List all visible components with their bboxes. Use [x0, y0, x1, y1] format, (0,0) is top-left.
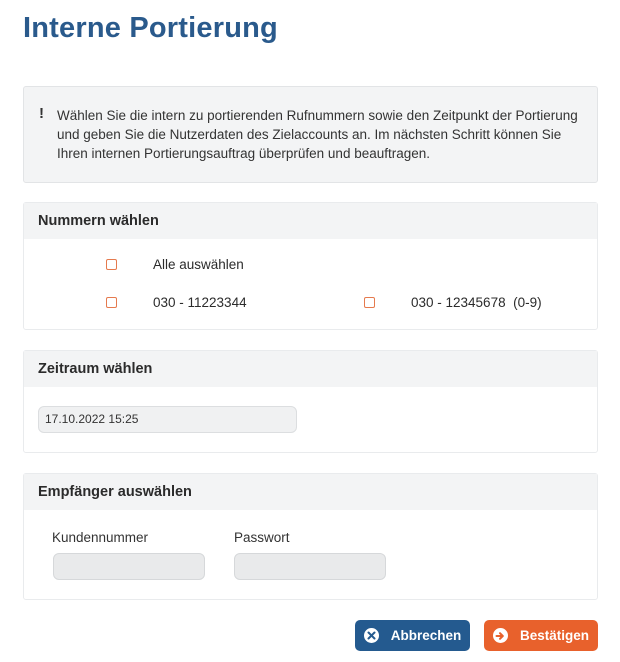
select-all-row[interactable]	[106, 257, 244, 272]
number-row[interactable]	[106, 295, 247, 310]
number-label[interactable]: 030 - 11223344	[153, 295, 247, 310]
password-input[interactable]	[234, 553, 386, 580]
cancel-button-label: Abbrechen	[390, 628, 462, 643]
section-select-recipient	[23, 473, 598, 600]
select-all-checkbox[interactable]	[106, 259, 117, 270]
section-select-time	[23, 350, 598, 453]
close-circle-icon	[364, 628, 379, 643]
password-label: Passwort	[234, 530, 290, 545]
number-checkbox[interactable]	[106, 297, 117, 308]
cancel-button[interactable]	[355, 620, 470, 651]
number-checkbox[interactable]	[364, 297, 375, 308]
section-select-numbers	[23, 202, 598, 330]
number-row[interactable]	[364, 295, 542, 310]
confirm-button-label: Bestätigen	[519, 628, 590, 643]
page-title: Interne Portierung	[23, 12, 278, 44]
datetime-input[interactable]: 17.10.2022 15:25	[38, 406, 297, 433]
section-header-recipient: Empfänger auswählen	[24, 474, 597, 510]
exclamation-icon: !	[39, 105, 44, 122]
arrow-right-circle-icon	[493, 628, 508, 643]
customer-number-label: Kundennummer	[52, 530, 149, 545]
number-label[interactable]: 030 - 12345678 (0-9)	[411, 295, 542, 310]
select-all-label[interactable]: Alle auswählen	[153, 257, 244, 272]
info-text: Wählen Sie die intern zu portierenden Rufnummern sowie den Zeitpunkt der Portierung und geben Sie die Nutzerdaten des Zielaccounts an. Im nächsten Schritt können Sie Ihren internen Portierungsauftrag überprüfen und beauftragen.	[57, 108, 578, 161]
customer-number-input[interactable]	[53, 553, 205, 580]
section-header-time: Zeitraum wählen	[24, 351, 597, 387]
confirm-button[interactable]	[484, 620, 598, 651]
section-header-numbers: Nummern wählen	[24, 203, 597, 239]
info-box	[23, 86, 598, 183]
